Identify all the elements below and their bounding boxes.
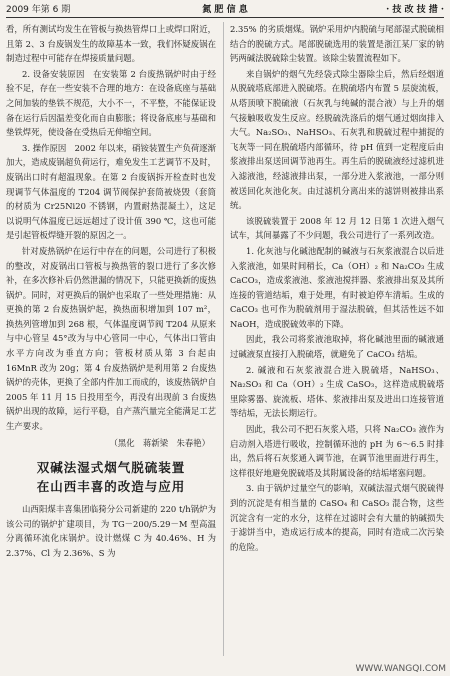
- article-authors: （黑化 蒋新梁 朱春艳）: [109, 437, 210, 448]
- next-article-title-line2: 在山西丰喜的改造与应用: [36, 479, 186, 495]
- paragraph: 针对废热锅炉在运行中存在的问题，公司进行了积极的整改，对废锅出口管板与换热管的裂口进行了多次修补，在多次修补后仍然泄漏的情况下，只能更换新的废热锅炉。同时，对更换后的锅炉也采取了一些处理措施：从更换的第 2 台废热锅炉起，换热面积增加到 107 m²，换热列管增加到 268 根，气体温度调节阀 T204 从原来与中心管呈 45°改为与中心管同一中心，气体出口管由水平方向改为垂直方向；管板材质从第 3 台起由 16MnR 改为 20g；第 4 台废热锅炉是利用第 2 台废热锅炉的壳体，更换了全部内件加工而成的，该废热锅炉自 2005 年 11 月 15 日投用至今，再没有出现前 3 台废热锅炉出现的故障，运行平稳，自产蒸汽量完全能满足工艺生产要求。: [6, 245, 216, 432]
- paragraph: 1. 化灰池与化碱池配制的碱液与石灰浆液混合以后进入浆液池，如果时间稍长，Ca（OH）₂ 和 Na₂CO₃ 生成 CaCO₃，造成浆液池、浆液池搅拌器、浆液排出泵及其所连接的管道结垢，难于处理，有时被迫停车清垢。生成的 CaCO₃ 也可作为脱硫剂用于湿法脱硫，但其活性远不如 NaOH，造成脱硫效率的下降。: [230, 245, 444, 329]
- paragraph: 3. 操作原因 2002 年以来，硝铵装置生产负荷逐渐加大，造成废锅超负荷运行，难免发生工艺调节不及时，废锅出口时有超温现象。在第 2 台废锅拆开检查时也发现调节气体温度的 T204 调节阀保护套筒被烧毁（套筒的材质为 Cr25Ni20 不锈钢，内置耐热混凝土），这足以说明气体温度已远远超过了设计值 390 ℃，这也可能是引起管板焊缝开裂的原因之一。: [6, 142, 216, 241]
- next-article-title-line1: 双碱法湿式烟气脱硫装置: [36, 460, 186, 476]
- journal-name: 氮 肥 信 息: [202, 5, 248, 15]
- page-header: [6, 3, 444, 18]
- left-column: [6, 22, 216, 562]
- paragraph: 山西阳煤丰喜集团临猗分公司新建的 220 t/h锅炉为该公司的锅炉扩建项目，为 TG－200/5.29－M 型高温分离循环流化床锅炉。设计燃煤 C 为 40.46%、H 为 2.37%、Cl 为 2.36%、S 为: [6, 504, 216, 558]
- section-label: · 技 改 技 措 ·: [386, 5, 444, 15]
- paragraph: 2.35% 的劣质烟煤。锅炉采用炉内脱硫与尾部湿式脱硫相结合的脱硫方式。尾部脱硫选用的装置是浙江某厂家的钠钙两碱法脱硫除尘装置。该除尘装置流程如下。: [230, 24, 444, 64]
- next-article-title: [6, 458, 216, 496]
- paragraph: 来自锅炉的烟气先经袋式除尘器除尘后，然后经烟道从脱硫塔底部进入脱硫塔。在脱硫塔内布置 5 层旋流板，从塔顶喷下脱硫液（石灰乳与纯碱的混合液）与上升的烟气接触吸收发生反应。经脱硫洗涤后的烟气通过烟囱排入大气。Na₂SO₃、NaHSO₃、石灰乳和脱硫过程中捕捉的飞灰等一同在脱硫塔内部循环，待 pH 值到一定程度后由浆液排出泵送回调节池再生。再生后的脱硫液经过滤机进入滤液池，经滤液排出泵，一部分进入浆液池，一部分则被送回化灰池化灰。由过滤机分离出来的滤饼则被排出系统。: [230, 68, 444, 211]
- watermark: WWW.WANGQI.COM: [355, 664, 446, 674]
- issue-label: 2009 年第 6 期: [6, 5, 71, 15]
- paragraph: 因此，我公司将浆液池取掉，将化碱池里面的碱液通过碱液泵直接打入脱硫塔，就避免了 CaCO₃ 结垢。: [230, 334, 444, 360]
- paragraph: 因此，我公司不把石灰浆入塔，只将 Na₂CO₃ 液作为启动剂入塔进行吸收，控制循环池的 pH 为 6～6.5 时排出，然后将石灰浆通入调节池，在调节池里面进行再生，这样很好地避免脱硫塔及其附属设备的结垢堵塞问题。: [230, 424, 444, 478]
- paragraph: 2. 碱液和石灰浆液混合进入脱硫塔，NaHSO₃、Na₂SO₃ 和 Ca（OH）₂ 生成 CaSO₃，这样造成脱硫塔里除雾器、旋流板、塔体、浆液排出泵及进出口连接管道等结垢，无法长期运行。: [230, 364, 444, 419]
- paragraph: 2. 设备安装原因 在安装第 2 台废热锅炉时由于经验不足，存在一些安装不合理的地方：在设备底座与基础之间加装的垫铁不规范，大小不一，不平整，不能保证设备在运行后因温差变化而自由膨胀；将设备底座与基础和垫铁焊死，使设备在受热后无伸缩空间。: [6, 68, 216, 138]
- right-column: [230, 22, 444, 555]
- column-divider: [223, 22, 224, 656]
- paragraph: 3. 由于锅炉过量空气的影响，双碱法湿式烟气脱硫得到的沉淀是有相当量的 CaSO₄ 和 CaSO₃ 混合物，这些沉淀含有一定的水分，这样在过滤时会有大量的钠碱损失于滤饼当中，造成运行成本的提高，同时有造成二次污染的危险。: [230, 483, 444, 552]
- paragraph: 看，所有测试均发生在管板与换热管焊口上或焊口附近，且第 2、3 台废锅发生的故障基本一致，我们怀疑废锅在制造过程中可能存在焊接质量问题。: [6, 24, 216, 64]
- paragraph: 该脱硫装置于 2008 年 12 月 12 日第 1 次进入烟气试车，其间暴露了不少问题，我公司进行了一系列改造。: [230, 215, 444, 241]
